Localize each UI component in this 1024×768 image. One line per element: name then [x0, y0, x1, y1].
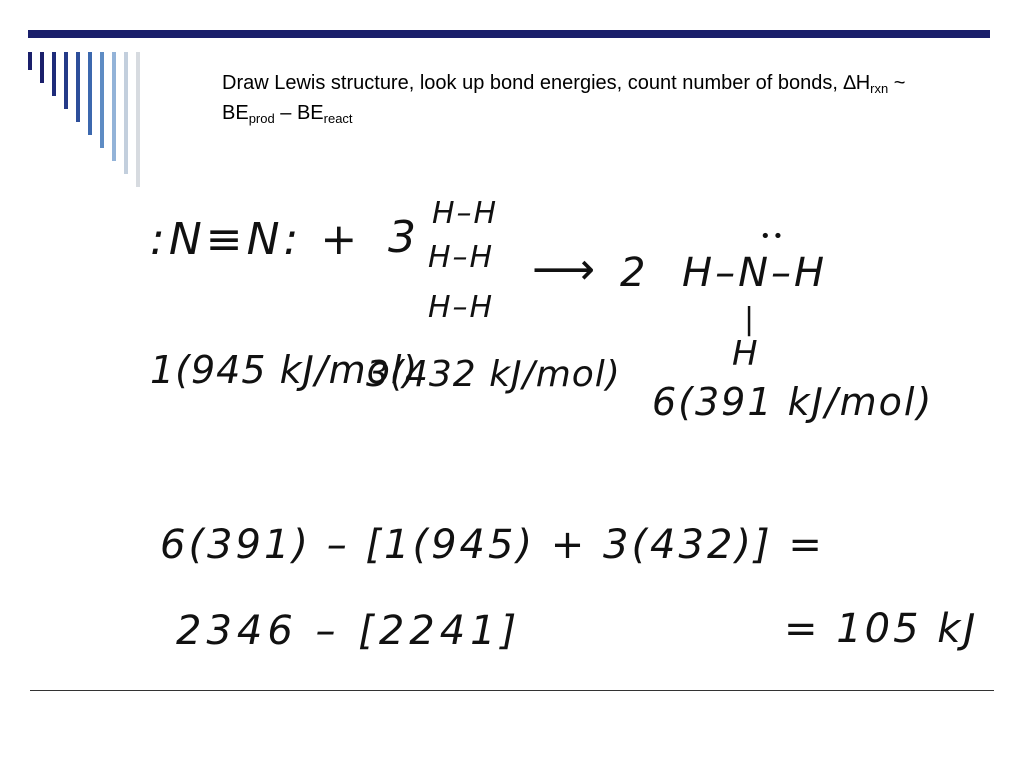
nitrogen-lone-pair: •• [760, 226, 786, 247]
reaction-arrow: ⟶ [532, 244, 596, 295]
n2-lewis-structure: :N≡N: + [150, 214, 362, 265]
top-accent-bar [28, 30, 990, 38]
minus-be-text: – BE [274, 102, 324, 124]
h2-bond-energy: 3(432 kJ/mol) [366, 354, 621, 395]
decorative-stripe [100, 52, 104, 148]
h2-molecule-1: H–H [432, 196, 499, 231]
decorative-stripe [40, 52, 44, 83]
calculation-line-2: 2346 – [2241] [176, 608, 522, 654]
h2-molecule-3: H–H [428, 290, 495, 325]
decorative-stripe [88, 52, 92, 135]
decorative-stripes [28, 52, 168, 182]
enthalpy-symbol: H [855, 72, 871, 94]
nh-vertical-bond: | [744, 302, 759, 337]
n2-bond-energy: 1(945 kJ/mol) [150, 348, 419, 392]
decorative-stripe [124, 52, 128, 174]
headline-text: Draw Lewis structure, look up bond energies, count number of bonds, [222, 72, 844, 94]
nh3-coefficient: 2 [620, 250, 650, 296]
final-answer: = 105 kJ [784, 606, 979, 652]
h2-coefficient: 3 [388, 212, 420, 263]
decorative-stripe [112, 52, 116, 161]
delta-symbol: ∆ [843, 72, 856, 94]
h2-molecule-2: H–H [428, 240, 495, 275]
nh3-row: H–N–H [682, 250, 828, 296]
decorative-stripe [64, 52, 68, 109]
slide-headline [222, 68, 962, 128]
rxn-subscript: rxn [870, 81, 889, 96]
nh-bond-energy: 6(391 kJ/mol) [652, 380, 934, 424]
decorative-stripe [136, 52, 140, 187]
prod-subscript: prod [248, 111, 275, 126]
decorative-stripe [76, 52, 80, 122]
nh3-bottom-hydrogen: H [732, 334, 762, 374]
decorative-stripe [28, 52, 32, 70]
approx-be-text: ~ BE [222, 72, 906, 124]
bottom-divider [30, 690, 994, 691]
calculation-line-1: 6(391) – [1(945) + 3(432)] = [160, 522, 825, 568]
react-subscript: react [323, 111, 353, 126]
decorative-stripe [52, 52, 56, 96]
